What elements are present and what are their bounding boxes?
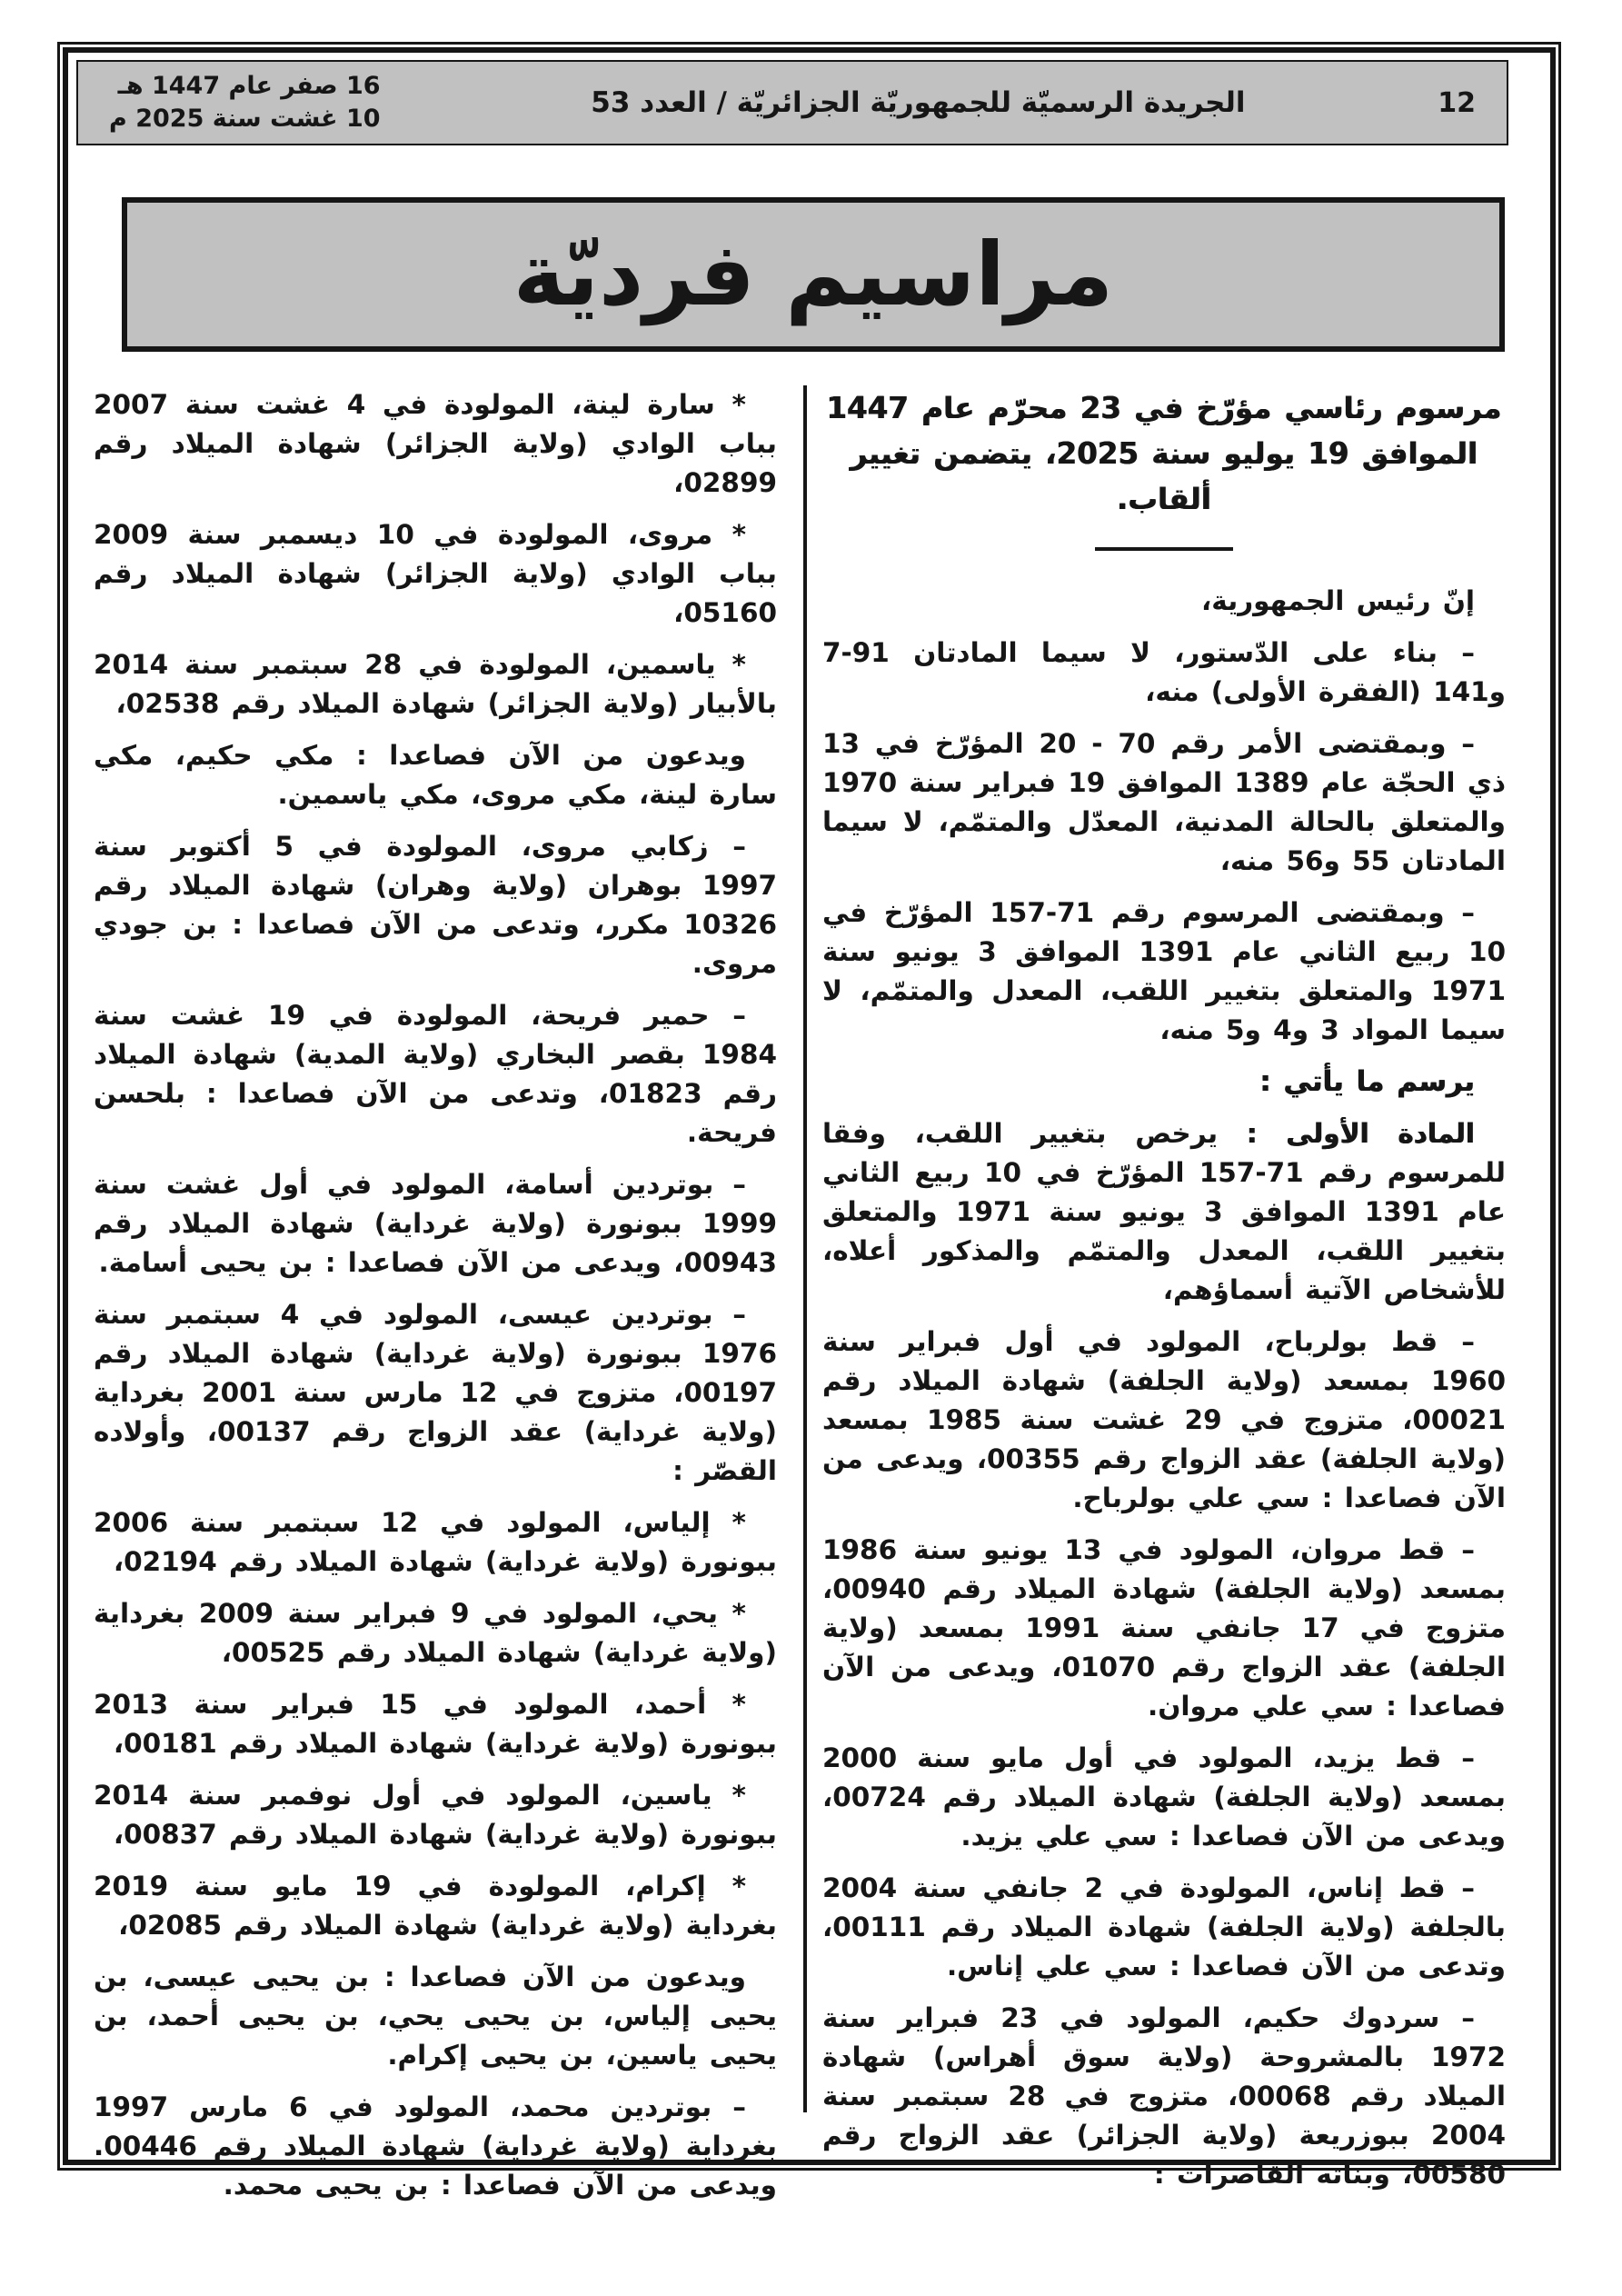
entry-guett-yazid: – قط يزيد، المولود في أول مايو سنة 2000 بمسعد (ولاية الجلفة) شهادة الميلاد رقم 00724، ويدعى من الآن فصاعدا : سي علي يزيد. bbox=[822, 1742, 1506, 1852]
entry-hmir-friha: – حمير فريحة، المولودة في 19 غشت سنة 1984 بقصر البخاري (ولاية المدية) شهادة الميلاد رقم 01823، وتدعى من الآن فصاعدا : بلحسن فريحة. bbox=[94, 1000, 777, 1148]
entry-child-maroua: * مروى، المولودة في 10 ديسمبر سنة 2009 بباب الوادي (ولاية الجزائر) شهادة الميلاد رقم 05160، bbox=[94, 519, 777, 628]
entry-new-names-mekki: ويدعون من الآن فصاعدا : مكي حكيم، مكي سارة لينة، مكي مروى، مكي ياسمين. bbox=[94, 740, 777, 810]
header-gregorian-date: 10 غشت سنة 2025 م bbox=[109, 105, 381, 133]
header-dates bbox=[109, 70, 381, 135]
preamble-ordinance-70-20: – وبمقتضى الأمر رقم 70 ‏- ‏20 المؤرّخ في 13 ذي الحجّة عام 1389 الموافق 19 فبراير سنة 1970 والمتعلق بالحالة المدنية، المعدّل والمتمّم، لا سيما المادتان 55 و56 منه، bbox=[822, 728, 1506, 876]
entry-serdouk-hakim: – سردوك حكيم، المولود في 23 فبراير سنة 1972 بالمشروحة (ولاية سوق أهراس) شهادة الميلاد رقم 00068، متزوج في 28 سبتمبر سنة 2004 ببوزريعة (ولاية الجزائر) عقد الزواج رقم 00580، وبناته القاصرات : bbox=[822, 2002, 1506, 2190]
entry-boutardine-oussama: – بوتردين أسامة، المولود في أول غشت سنة 1999 ببونورة (ولاية غرداية) شهادة الميلاد رقم 00943، ويدعى من الآن فصاعدا : بن يحيى أسامة. bbox=[94, 1169, 777, 1278]
entry-boutardine-aissa: – بوتردين عيسى، المولود في 4 سبتمبر سنة 1976 ببونورة (ولاية غرداية) شهادة الميلاد رقم 00197، متزوج في 12 مارس سنة 2001 بغرداية (ولاية غرداية) عقد الزواج رقم 00137، وأولاده القصّر : bbox=[94, 1299, 777, 1486]
entry-boutardine-mohamed: – بوتردين محمد، المولود في 6 مارس 1997 بغرداية (ولاية غرداية) شهادة الميلاد رقم 00446. ويدعى من الآن فصاعدا : بن يحيى محمد. bbox=[94, 2091, 777, 2201]
entry-child-yasmine: * ياسمين، المولودة في 28 سبتمبر سنة 2014 بالأبيار (ولاية الجزائر) شهادة الميلاد رقم 02538، bbox=[94, 649, 777, 719]
header-hijri-date: 16 صفر عام 1447 هـ bbox=[117, 72, 381, 100]
journal-title: الجريدة الرسميّة للجمهوريّة الجزائريّة / العدد 53 bbox=[591, 86, 1246, 119]
entry-new-names-benyahia: ويدعون من الآن فصاعدا : بن يحيى عيسى، بن يحيى إلياس، بن يحيى يحي، بن يحيى أحمد، بن يحيى ياسين، بن يحيى إكرام. bbox=[94, 1962, 777, 2071]
entry-zekabi-maroua: – زكابي مروى، المولودة في 5 أكتوبر سنة 1997 بوهران (ولاية وهران) شهادة الميلاد رقم 10326 مكرر، وتدعى من الآن فصاعدا : بن جودي مروى. bbox=[94, 831, 777, 979]
entry-child-ilyas: * إلياس، المولود في 12 سبتمبر سنة 2006 ببونورة (ولاية غرداية) شهادة الميلاد رقم 02194، bbox=[94, 1507, 777, 1577]
page-number: 12 bbox=[1438, 86, 1476, 119]
entry-child-yacine: * ياسين، المولود في أول نوفمبر سنة 2014 ببونورة (ولاية غرداية) شهادة الميلاد رقم 00837، bbox=[94, 1780, 777, 1850]
section-banner bbox=[122, 197, 1505, 352]
entry-guett-ines: – قط إناس، المولودة في 2 جانفي سنة 2004 بالجلفة (ولاية الجلفة) شهادة الميلاد رقم 00111، وتدعى من الآن فصاعدا : سي علي إناس. bbox=[822, 1872, 1506, 1982]
entry-child-ikram: * إكرام، المولودة في 19 مايو سنة 2019 بغرداية (ولاية غرداية) شهادة الميلاد رقم 02085، bbox=[94, 1871, 777, 1941]
preamble-constitution: – بناء على الدّستور، لا سيما المادتان 91‏-‏7 و141 (الفقرة الأولى) منه، bbox=[822, 637, 1506, 707]
heading-separator bbox=[1095, 547, 1233, 551]
entry-guett-boulerbah: – قط بولرباح، المولود في أول فبراير سنة 1960 بمسعد (ولاية الجلفة) شهادة الميلاد رقم 00021، متزوج في 29 غشت سنة 1985 بمسعد (ولاية الجلفة) عقد الزواج رقم 00355، ويدعى من الآن فصاعدا : سي علي بولرباح. bbox=[822, 1326, 1507, 1513]
preamble-president: إنّ رئيس الجمهورية، bbox=[1201, 585, 1475, 616]
right-column bbox=[822, 385, 1506, 2207]
page-header bbox=[76, 60, 1508, 145]
preamble-decree-71-157: – وبمقتضى المرسوم رقم 71‏-‏157 المؤرّخ في 10 ربيع الثاني عام 1391 الموافق 3 يونيو سنة 1971 والمتعلق بتغيير اللقب، المعدل والمتمّم، لا سيما المواد 3 و4 و5 منه، bbox=[822, 897, 1506, 1045]
enacting-formula: يرسم ما يأتي : bbox=[1259, 1065, 1475, 1098]
article-one-lead: المادة الأولى : bbox=[1246, 1118, 1475, 1149]
left-column bbox=[94, 385, 777, 2218]
section-banner-title: مراسيم فرديّة bbox=[512, 224, 1114, 325]
column-divider bbox=[803, 385, 807, 2112]
entry-child-yahia: * يحي، المولود في 9 فبراير سنة 2009 بغرداية (ولاية غرداية) شهادة الميلاد رقم 00525، bbox=[94, 1598, 777, 1668]
decree-heading: مرسوم رئاسي مؤرّخ في 23 محرّم عام 1447 الموافق 19 يوليو سنة 2025، يتضمن تغيير ألقاب. bbox=[826, 391, 1502, 516]
entry-guett-marouane: – قط مروان، المولود في 13 يونيو سنة 1986 بمسعد (ولاية الجلفة) شهادة الميلاد رقم 00940، متزوج في 17 جانفي سنة 1991 بمسعد (ولاية الجلفة) عقد الزواج رقم 01070، ويدعى من الآن فصاعدا : سي علي مروان. bbox=[822, 1534, 1506, 1722]
article-one bbox=[822, 1114, 1506, 1310]
entry-child-sara-lina: * سارة لينة، المولودة في 4 غشت سنة 2007 بباب الوادي (ولاية الجزائر) شهادة الميلاد رقم 02899، bbox=[94, 389, 777, 498]
article-one-text: يرخص بتغيير اللقب، وفقا للمرسوم رقم 71‏-‏157 المؤرّخ في 10 ربيع الثاني عام 1391 الموافق 3 يونيو سنة 1971 والمتعلق بتغيير اللقب، المعدل والمتمّم والمذكور أعلاه، للأشخاص الآتية أسماؤهم، bbox=[822, 1118, 1506, 1305]
entry-child-ahmed: * أحمد، المولود في 15 فبراير سنة 2013 ببونورة (ولاية غرداية) شهادة الميلاد رقم 00181، bbox=[94, 1689, 777, 1759]
